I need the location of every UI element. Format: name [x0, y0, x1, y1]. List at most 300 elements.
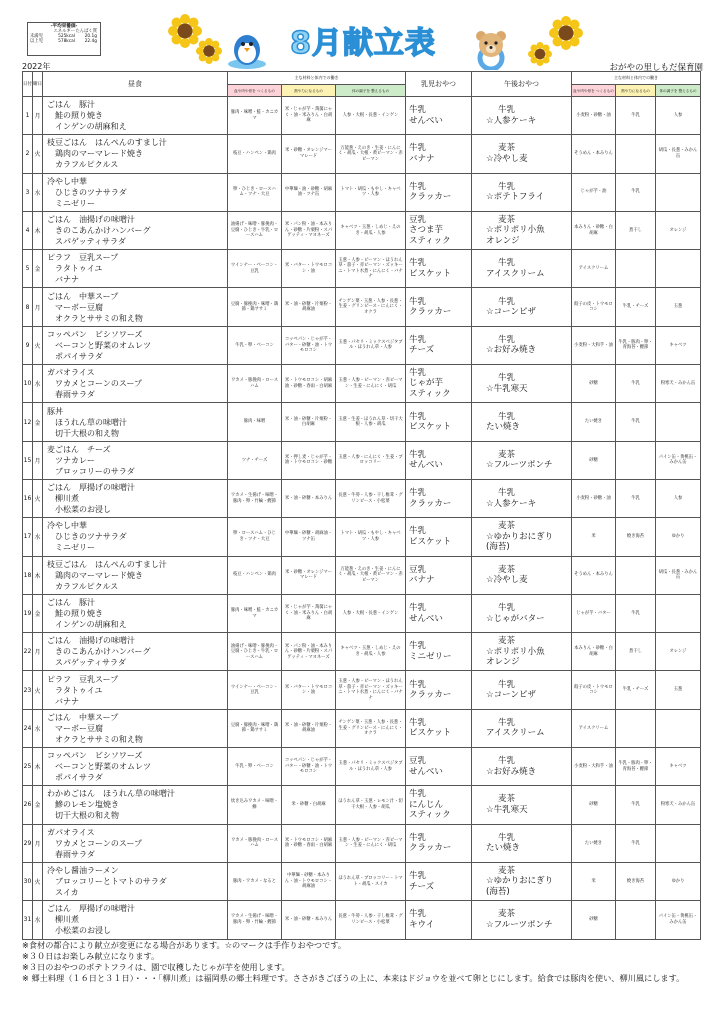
date-cell: 2 — [23, 135, 33, 173]
afternoon-snack-cell — [472, 633, 572, 671]
lunch-dish: 鰺のレモン塩焼き — [55, 800, 119, 810]
lunch-dish: 切干大根の和え物 — [55, 811, 119, 821]
lunch-red-ingredients: 卵・ひじき・ロースハム・ツナ・大豆 — [228, 173, 282, 211]
lunch-green-ingredients: 玉葱・パセリ・ミックスベジタブル・ほうれん草・人参 — [336, 748, 406, 786]
milk-snack-item: 牛乳 — [409, 296, 427, 307]
snack-red-ingredients: 牛乳・豚肉・卵・青海苔・鰹節 — [616, 326, 656, 364]
lunch-red-ingredients: 卵・ロースハム・ひじき・ツナ・大豆 — [228, 518, 282, 556]
lunch-dish: ワカメとコーンのスープ — [55, 379, 143, 389]
snack-green-ingredients: 粉寒天・みかん缶 — [656, 786, 701, 824]
menu-body — [23, 97, 701, 940]
afternoon-snack-cell — [472, 671, 572, 709]
lunch-dish: スパゲッティサラダ — [55, 237, 126, 247]
day-cell: 火 — [33, 135, 43, 173]
afternoon-snack-cell — [472, 786, 572, 824]
snack-green-ingredients — [656, 403, 701, 441]
lunch-green-ingredients: ほうれん草・ブロッコリー・トマト・胡瓜・スイカ — [336, 862, 406, 900]
menu-row — [23, 403, 701, 441]
lunch-red-ingredients: 豚肉・味噌 — [228, 403, 282, 441]
afternoon-snack-cell — [472, 556, 572, 594]
lunch-cell — [43, 403, 228, 441]
afternoon-snack-item: 牛乳 — [498, 679, 516, 690]
milk-snack-item: 牛乳 — [409, 181, 427, 192]
lunch-yellow-ingredients: コッペパン・じゃが芋・バター・砂糖・油・トウモロコシ — [282, 748, 336, 786]
snack-red-ingredients — [616, 250, 656, 288]
afternoon-snack-item: ☆冷やし麦 — [486, 153, 528, 164]
lunch-dish: ごはん 油揚げの味噌汁 — [47, 215, 135, 225]
lunch-dish: ミニゼリー — [55, 543, 95, 553]
snack-green-ingredients: キャベツ — [656, 326, 701, 364]
afternoon-snack-cell — [472, 97, 572, 135]
day-cell: 木 — [33, 211, 43, 249]
afternoon-snack-cell — [472, 479, 572, 517]
lunch-green-ingredients: 玉葱・人参・にんにく・生姜・ブロッコリー — [336, 441, 406, 479]
milk-snack-item: せんべい — [409, 766, 443, 777]
lunch-cell — [43, 250, 228, 288]
day-cell: 月 — [33, 441, 43, 479]
menu-row — [23, 748, 701, 786]
lunch-dish: マーボー豆腐 — [55, 302, 103, 312]
lunch-dish: カラフルピクルス — [55, 160, 119, 170]
lunch-yellow-ingredients: コッペパン・じゃが芋・バター・砂糖・油・トウモロコシ — [282, 326, 336, 364]
lunch-cell — [43, 135, 228, 173]
snack-yellow-ingredients: じゃが芋・油 — [572, 173, 616, 211]
milk-snack-cell — [406, 326, 472, 364]
date-cell: 15 — [23, 441, 33, 479]
lunch-red-ingredients: ワカメ・豚挽肉・ロースハム — [228, 824, 282, 862]
lunch-green-ingredients: 玉葱・人参・ピーマン・赤ピーマン・生姜・にんにく・胡瓜 — [336, 824, 406, 862]
milk-snack-item: 牛乳 — [409, 105, 427, 116]
snack-red-ingredients: 牛乳 — [616, 97, 656, 135]
afternoon-snack-item: 牛乳 — [498, 296, 516, 307]
milk-snack-header: 乳児おやつ — [406, 72, 472, 97]
lunch-green-ingredients: チンゲン菜・玉葱・人参・長葱・生姜・グリンピース・にんにく・オクラ — [336, 288, 406, 326]
lunch-yellow-ingredients: 米・油・砂糖・本みりん — [282, 901, 336, 939]
lunch-dish: ごはん 中華スープ — [47, 712, 119, 722]
day-cell: 金 — [33, 403, 43, 441]
lunch-ingredients-group-header: 主な材料と体内での働き — [228, 72, 406, 85]
milk-snack-item: ビスケット — [409, 728, 452, 739]
milk-snack-item: 豆乳 — [409, 214, 427, 225]
lunch-yellow-ingredients: 米・じゃが芋・蒟蒻にゃく・油・米みりん・白胡麻 — [282, 97, 336, 135]
milk-snack-item: 豆乳 — [409, 564, 427, 575]
milk-snack-item: クラッカー — [409, 843, 452, 854]
day-cell: 木 — [33, 748, 43, 786]
day-cell: 金 — [33, 594, 43, 632]
milk-snack-item: 豆乳 — [409, 756, 427, 767]
date-cell: 29 — [23, 824, 33, 862]
milk-snack-item: バナナ — [409, 153, 435, 164]
lunch-green-ingredients: 万能葱・えのき・生姜・にんにく・胡瓜・大根・黄ピーマン・赤ピーマン — [336, 556, 406, 594]
snack-red-ingredients: 牛乳 — [616, 403, 656, 441]
day-cell: 火 — [33, 479, 43, 517]
milk-snack-cell — [406, 403, 472, 441]
milk-snack-item: 牛乳 — [409, 909, 427, 920]
milk-snack-cell — [406, 365, 472, 403]
milk-snack-item: スティック — [409, 235, 451, 246]
menu-row — [23, 518, 701, 556]
lunch-yellow-ingredients: 米・じゃが芋・蒟蒻にゃく・油・米みりん・白胡麻 — [282, 594, 336, 632]
milk-snack-item: クラッカー — [409, 690, 452, 701]
snack-green-ingredients: ゆかり — [656, 862, 701, 900]
snack-yellow-ingredients: 小麦粉・大和芋・油 — [572, 748, 616, 786]
milk-snack-cell — [406, 786, 472, 824]
snack-green-ingredients: キャベツ — [656, 748, 701, 786]
afternoon-snack-item: (海苔) — [486, 886, 510, 897]
lunch-green-ingredients: 長葱・牛蒡・人参・干し椎茸・グリンピース・小松菜 — [336, 479, 406, 517]
note-line: ※ 郷土料理（１６日と３１日）・・・「柳川煮」は福岡県の郷土料理です。ささがきごぼうの上に、本来はドジョウを並べて卵とじにします。給食では豚肉を使い、柳川風にします。 — [22, 973, 685, 983]
lunch-dish: 鮭の照り焼き — [55, 111, 103, 121]
snack-yellow-ingredients: たい焼き — [572, 824, 616, 862]
lunch-dish: 春雨サラダ — [55, 849, 95, 859]
lunch-red-ingredients: 豆腐・豚挽肉・味噌・鶏節・鶏ササミ — [228, 288, 282, 326]
menu-row — [23, 709, 701, 747]
milk-snack-cell — [406, 250, 472, 288]
snack-yellow-ingredients: 小麦粉・大和芋・油 — [572, 326, 616, 364]
note-line: ※３０日はお楽しみ献立になります。 — [22, 951, 160, 961]
lunch-yellow-ingredients: 米・バター・トウモロコシ・油 — [282, 250, 336, 288]
afternoon-snack-cell — [472, 594, 572, 632]
lunch-green-ingredients: 玉葱・人参・ピーマン・赤ピーマン・生姜・にんにく・胡瓜 — [336, 365, 406, 403]
menu-row — [23, 671, 701, 709]
nutrition-row: 以上児 578kcal 22.4g — [30, 39, 97, 45]
lunch-cell — [43, 748, 228, 786]
milk-snack-cell — [406, 901, 472, 939]
lunch-cell — [43, 671, 228, 709]
menu-row — [23, 365, 701, 403]
afternoon-snack-item: ☆ゆかりおにぎり — [486, 876, 554, 887]
milk-snack-item: 牛乳 — [409, 871, 427, 882]
lunch-dish: 切干大根の和え物 — [55, 428, 119, 438]
day-cell: 木 — [33, 556, 43, 594]
afternoon-snack-item: 麦茶 — [498, 521, 516, 532]
afternoon-snack-item: ☆ポテトフライ — [486, 192, 545, 203]
day-cell: 火 — [33, 671, 43, 709]
menu-row — [23, 556, 701, 594]
milk-snack-cell — [406, 594, 472, 632]
lunch-red-ingredients: ワカメ・豚挽肉・ロースハム — [228, 365, 282, 403]
milk-snack-item: スティック — [409, 810, 451, 821]
menu-row — [23, 135, 701, 173]
lunch-dish: ミニゼリー — [55, 198, 95, 208]
lunch-dish: スパゲッティサラダ — [55, 658, 126, 668]
menu-row — [23, 479, 701, 517]
milk-snack-item: 牛乳 — [409, 832, 427, 843]
afternoon-snack-item: オレンジ — [486, 235, 520, 246]
lunch-yellow-ingredients: 米・トウモロコシ・胡麻油・砂糖・春雨・白胡麻 — [282, 824, 336, 862]
lunch-red-ingredients: 枝豆・ハンペン・鶏肉 — [228, 556, 282, 594]
date-cell: 9 — [23, 326, 33, 364]
snack-green-ingredients: 人参 — [656, 479, 701, 517]
day-header: 曜日 — [33, 72, 43, 97]
lunch-dish: 小松菜のお浸し — [55, 505, 111, 515]
snack-red-ingredients: 焼き海苔 — [616, 518, 656, 556]
lunch-dish: マーボー豆腐 — [55, 723, 103, 733]
milk-snack-cell — [406, 633, 472, 671]
milk-snack-item: 牛乳 — [409, 679, 427, 690]
snack-yellow-ingredients: 砂糖 — [572, 786, 616, 824]
afternoon-snack-item: (海苔) — [486, 542, 510, 553]
lunch-yellow-ingredients: 米・油・砂糖・片栗粉・白胡麻 — [282, 403, 336, 441]
afternoon-snack-item: 牛乳 — [498, 488, 516, 499]
green-group-header: 体の調子を 整えるもの — [336, 85, 406, 97]
afternoon-snack-item: ☆ポリポリ小魚 — [486, 646, 545, 657]
date-cell: 10 — [23, 365, 33, 403]
snack-yellow-ingredients: 米 — [572, 518, 616, 556]
snack-red-ingredients: 牛乳 — [616, 173, 656, 211]
snack-yellow-ingredients: 本みりん・砂糖・白胡麻 — [572, 211, 616, 249]
snack-red-ingredients: 煮干し — [616, 211, 656, 249]
date-cell: 8 — [23, 288, 33, 326]
snack-red-ingredients: 煮干し — [616, 633, 656, 671]
date-cell: 12 — [23, 403, 33, 441]
milk-snack-cell — [406, 288, 472, 326]
protein-label: たんぱく質 — [75, 29, 97, 35]
afternoon-snack-cell — [472, 211, 572, 249]
year-label: 2022年 — [22, 62, 51, 71]
lunch-yellow-ingredients: 中華麺・砂糖・胡麻油・ツナ缶 — [282, 518, 336, 556]
lunch-dish: コッペパン ビシソワーズ — [47, 751, 143, 761]
milk-snack-cell — [406, 479, 472, 517]
lunch-red-ingredients: ワカメ・生揚げ・味噌・豚肉・卵・竹輪・鰹節 — [228, 901, 282, 939]
lunch-dish: ほうれん草の味噌汁 — [55, 417, 127, 427]
nutrition-average-box — [27, 22, 101, 56]
lunch-cell — [43, 211, 228, 249]
date-cell: 19 — [23, 594, 33, 632]
milk-snack-cell — [406, 135, 472, 173]
day-cell: 水 — [33, 173, 43, 211]
lunch-yellow-ingredients: 米・砂糖・オレンジマーマレード — [282, 556, 336, 594]
milk-snack-item: キウイ — [409, 919, 435, 930]
milk-snack-item: ビスケット — [409, 268, 452, 279]
milk-snack-item: チーズ — [409, 881, 435, 892]
snack-yellow-ingredients: 小麦粉・砂糖・油 — [572, 97, 616, 135]
snack-yellow-ingredients: 砂糖 — [572, 441, 616, 479]
lunch-cell — [43, 633, 228, 671]
sunflower-icon — [549, 16, 583, 50]
afternoon-snack-item: ☆コーンピザ — [486, 690, 536, 701]
milk-snack-item: 牛乳 — [409, 367, 427, 378]
afternoon-snack-item: ☆じゃがバター — [486, 613, 545, 624]
afternoon-snack-cell — [472, 365, 572, 403]
snack-red-ingredients: 牛乳 — [616, 365, 656, 403]
milk-snack-item: クラッカー — [409, 192, 452, 203]
snack-yellow-ingredients: 砂糖 — [572, 365, 616, 403]
date-cell: 3 — [23, 173, 33, 211]
snack-yellow-ingredients: 本みりん・砂糖・白胡麻 — [572, 633, 616, 671]
afternoon-snack-item: 牛乳 — [498, 373, 516, 384]
afternoon-snack-item: 牛乳 — [498, 603, 516, 613]
lunch-green-ingredients: 玉葱・生姜・ほうれん草・切干大根・人参・胡瓜 — [336, 403, 406, 441]
lunch-green-ingredients: トマト・胡瓜・もやし・キャベツ・人参 — [336, 173, 406, 211]
milk-snack-cell — [406, 97, 472, 135]
snack-yellow-ingredients: アイスクリーム — [572, 709, 616, 747]
lunch-cell — [43, 824, 228, 862]
snack-yellow-ingredients: 小麦粉・砂糖・油 — [572, 479, 616, 517]
lunch-cell — [43, 326, 228, 364]
lunch-dish: ラタトゥイユ — [55, 264, 103, 274]
afternoon-snack-item: アイスクリーム — [486, 268, 545, 279]
lunch-cell — [43, 518, 228, 556]
afternoon-snack-item: ☆人参ケーキ — [486, 498, 537, 509]
menu-row — [23, 594, 701, 632]
lunch-dish: インゲンの胡麻和え — [55, 122, 127, 132]
lunch-red-ingredients: 炊き込みワカメ・味噌・鰺 — [228, 786, 282, 824]
afternoon-snack-cell — [472, 250, 572, 288]
milk-snack-item: スティック — [409, 388, 451, 399]
afternoon-snack-item: 麦茶 — [498, 909, 516, 920]
day-cell: 月 — [33, 633, 43, 671]
snack-yellow-ingredients: じゃが芋・バター — [572, 594, 616, 632]
lunch-dish: 冷やし中華 — [47, 521, 87, 531]
penguin-icon — [225, 28, 269, 70]
snack-yellow-ingredients: そうめん・本みりん — [572, 135, 616, 173]
snack-green-ingredients — [656, 824, 701, 862]
lunch-dish: きのこあんかけハンバーグ — [55, 226, 151, 236]
day-cell: 月 — [33, 824, 43, 862]
lunch-red-ingredients: 豆腐・豚挽肉・味噌・鶏節・鶏ササミ — [228, 709, 282, 747]
nursery-name: おがやの里しもだ保育園 — [609, 63, 703, 73]
lunch-dish: ごはん 油揚げの味噌汁 — [47, 636, 135, 646]
afternoon-snack-item: ☆ゆかりおにぎり — [486, 531, 554, 542]
lunch-green-ingredients: キャベツ・玉葱・しめじ・えのき・胡瓜・人参 — [336, 633, 406, 671]
lunch-green-ingredients: ほうれん草・玉葱・レモン汁・切干大根・人参・胡瓜 — [336, 786, 406, 824]
lunch-dish: ごはん 豚汁 — [47, 598, 95, 607]
snack-green-ingredients — [656, 709, 701, 747]
red-group-header: 血や肉や骨を つくるもの — [572, 85, 616, 97]
lunch-yellow-ingredients: 米・油・砂糖・本みりん — [282, 479, 336, 517]
lunch-yellow-ingredients: 米・油・砂糖・片栗粉・胡麻油 — [282, 288, 336, 326]
lunch-dish: ツナカレー — [55, 455, 95, 465]
lunch-dish: ポパイサラダ — [55, 773, 103, 783]
snack-green-ingredients: オレンジ — [656, 211, 701, 249]
snack-red-ingredients: 焼き海苔 — [616, 862, 656, 900]
afternoon-snack-item: ☆お好み焼き — [486, 766, 537, 777]
lunch-dish: ごはん 厚揚げの味噌汁 — [47, 904, 135, 914]
lunch-dish: バナナ — [55, 275, 79, 285]
afternoon-snack-item: ☆牛乳寒天 — [486, 804, 528, 815]
lunch-dish: 柳川煮 — [55, 494, 79, 504]
snack-green-ingredients: 胡瓜・長葱・みかん缶 — [656, 556, 701, 594]
milk-snack-cell — [406, 709, 472, 747]
afternoon-snack-cell — [472, 288, 572, 326]
milk-snack-cell — [406, 173, 472, 211]
lunch-dish: インゲンの胡麻和え — [55, 620, 127, 629]
lunch-dish: 冷やし醤油ラーメン — [47, 866, 119, 876]
afternoon-snack-item: 麦茶 — [498, 214, 516, 225]
snack-red-ingredients: 牛乳 — [616, 786, 656, 824]
day-cell: 月 — [33, 97, 43, 135]
afternoon-snack-item: たい焼き — [486, 422, 521, 433]
menu-row — [23, 901, 701, 939]
snack-yellow-ingredients: 米 — [572, 862, 616, 900]
milk-snack-item: 牛乳 — [409, 717, 427, 728]
date-cell: 26 — [23, 786, 33, 824]
menu-row — [23, 824, 701, 862]
lunch-cell — [43, 594, 228, 632]
day-cell: 火 — [33, 862, 43, 900]
lunch-dish: ピラフ 豆乳スープ — [47, 674, 119, 684]
lunch-dish: 冷やし中華 — [47, 176, 87, 186]
lunch-dish: ひじきのツナサラダ — [55, 532, 127, 542]
afternoon-snack-cell — [472, 901, 572, 939]
milk-snack-item: さつま芋 — [409, 225, 444, 236]
lunch-red-ingredients: 豚肉・味噌・鮭・カニカマ — [228, 97, 282, 135]
snack-red-ingredients — [616, 709, 656, 747]
afternoon-snack-item: 牛乳 — [498, 717, 516, 728]
lunch-dish: 鮭の照り焼き — [55, 609, 103, 618]
afternoon-snack-item: オレンジ — [486, 657, 520, 668]
milk-snack-cell — [406, 211, 472, 249]
menu-table — [22, 71, 701, 940]
afternoon-snack-item: 牛乳 — [498, 411, 516, 422]
afternoon-snack-item: ☆ポリポリ小魚 — [486, 225, 545, 236]
date-cell: 25 — [23, 748, 33, 786]
lunch-green-ingredients: キャベツ・玉葱・しめじ・えのき・胡瓜・人参 — [336, 211, 406, 249]
snack-ingredients-group-header: 主な材料と体内での働き — [572, 72, 701, 85]
bear-icon — [469, 28, 513, 70]
lunch-yellow-ingredients: 米・パン粉・油・本みりん・砂糖・片栗粉・スパゲッティ・マヨネーズ — [282, 633, 336, 671]
lunch-dish: スイカ — [55, 888, 79, 898]
lunch-dish: ひじきのツナサラダ — [55, 187, 127, 197]
day-cell: 水 — [33, 365, 43, 403]
lunch-green-ingredients: 玉葱・パセリ・ミックスベジタブル・ほうれん草・人参 — [336, 326, 406, 364]
lunch-dish: わかめごはん ほうれん草の味噌汁 — [47, 789, 175, 799]
milk-snack-item: クラッカー — [409, 307, 452, 318]
snack-red-ingredients: 牛乳・豚肉・卵・青海苔・鰹節 — [616, 748, 656, 786]
milk-snack-item: じゃが芋 — [409, 378, 444, 389]
lunch-red-ingredients: 豚肉・ワカメ・なると — [228, 862, 282, 900]
afternoon-snack-item: 牛乳 — [498, 756, 516, 767]
snack-green-ingredients: 玉葱 — [656, 288, 701, 326]
date-cell: 5 — [23, 250, 33, 288]
lunch-green-ingredients: チンゲン菜・玉葱・人参・長葱・生姜・グリンピース・にんにく・オクラ — [336, 709, 406, 747]
lunch-dish: 豚丼 — [47, 406, 63, 416]
yellow-group-header: 熱や力になるもの — [616, 85, 656, 97]
lunch-green-ingredients: 長葱・牛蒡・人参・干し椎茸・グリンピース・小松菜 — [336, 901, 406, 939]
afternoon-snack-item: 牛乳 — [498, 105, 516, 116]
snack-red-ingredients — [616, 135, 656, 173]
snack-green-ingredients: オレンジ — [656, 633, 701, 671]
day-cell: 水 — [33, 901, 43, 939]
lunch-green-ingredients: 万能葱・えのき・生姜・にんにく・胡瓜・大根・黄ピーマン・赤ピーマン — [336, 135, 406, 173]
snack-green-ingredients — [656, 594, 701, 632]
afternoon-snack-item: 麦茶 — [498, 449, 516, 460]
menu-row — [23, 326, 701, 364]
lunch-dish: ベーコンと野菜のオムレツ — [55, 762, 151, 772]
lunch-dish: 枝豆ごはん はんぺんのすまし汁 — [47, 138, 167, 148]
milk-snack-item: せんべい — [409, 613, 443, 624]
snack-yellow-ingredients: たい焼き — [572, 403, 616, 441]
snack-yellow-ingredients: 砂糖 — [572, 901, 616, 939]
date-cell: 16 — [23, 479, 33, 517]
afternoon-snack-item: ☆牛乳寒天 — [486, 383, 528, 394]
lunch-cell — [43, 173, 228, 211]
milk-snack-item: ビスケット — [409, 536, 452, 547]
day-cell: 水 — [33, 709, 43, 747]
menu-row — [23, 633, 701, 671]
lunch-dish: コッペパン ビシソワーズ — [47, 329, 143, 339]
lunch-red-ingredients: 枝豆・ハンペン・鶏肉 — [228, 135, 282, 173]
note-line: ※食材の都合により献立が変更になる場合があります。☆のマークは手作りおやつです。 — [22, 940, 347, 950]
milk-snack-item: 牛乳 — [409, 526, 427, 537]
date-cell: 18 — [23, 556, 33, 594]
lunch-dish: ごはん 豚汁 — [47, 100, 95, 110]
afternoon-snack-cell — [472, 709, 572, 747]
lunch-yellow-ingredients: 米・砂糖・オレンジマーマレード — [282, 135, 336, 173]
afternoon-snack-cell — [472, 173, 572, 211]
lunch-red-ingredients: 豚肉・味噌・鮭・カニカマ — [228, 594, 282, 632]
